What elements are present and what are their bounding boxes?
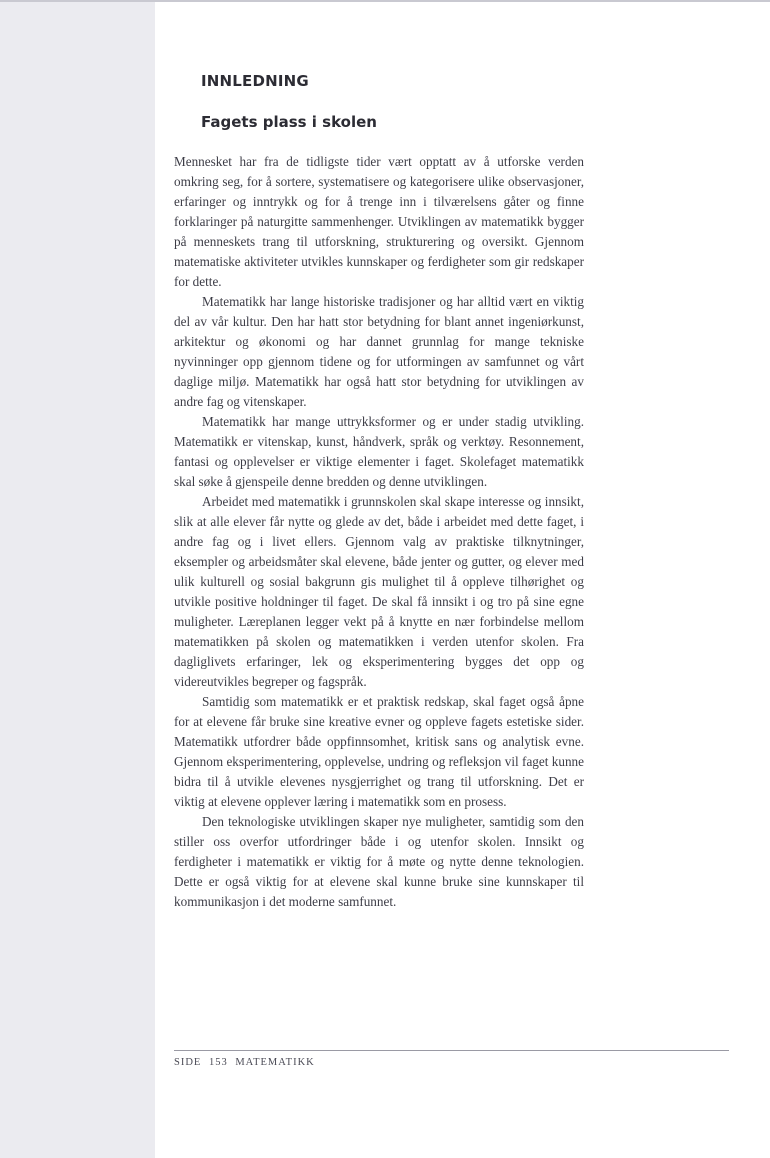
- paragraph-3: Matematikk har mange uttrykksformer og er under stadig utvikling. Matematikk er vitenskap, kunst, håndverk, språk og verktøy. Resonnement, fantasi og opplevelser er viktige elementer i faget. Skolefaget matematikk skal søke å gjenspeile denne bredden og denne utviklingen.: [174, 414, 584, 489]
- paragraph-6: Den teknologiske utviklingen skaper nye muligheter, samtidig som den stiller oss overfor utfordringer både i og utenfor skolen. Innsikt og ferdigheter i matematikk er viktig for å møte og nytte denne teknologien. Dette er også viktig for at elevene skal kunne bruke sine kunnskaper til kommunikasjon i det moderne samfunnet.: [174, 814, 584, 909]
- footer-rule: [174, 1050, 729, 1051]
- footer-subject: MATEMATIKK: [235, 1057, 315, 1068]
- top-edge-rule: [0, 0, 770, 2]
- body-text: [174, 152, 584, 912]
- paragraph-5: Samtidig som matematikk er et praktisk redskap, skal faget også åpne for at elevene får bruke sine kreative evner og oppleve fagets estetiske sider. Matematikk utfordrer både oppfinnsomhet, kritisk sans og analytisk evne. Gjennom eksperimentering, opplevelse, undring og refleksjon vil faget kunne bidra til å utvikle elevenes nysgjerrighet og trang til utforskning. Det er viktig at elevene opplever læring i matematikk som en prosess.: [174, 694, 584, 809]
- footer-side-label: SIDE: [174, 1057, 202, 1068]
- page-footer: [174, 1057, 315, 1068]
- page-margin-strip: [0, 0, 155, 1158]
- footer-page-number: 153: [208, 1057, 228, 1068]
- subsection-heading: Fagets plass i skolen: [201, 113, 377, 131]
- paragraph-2: Matematikk har lange historiske tradisjoner og har alltid vært en viktig del av vår kultur. Den har hatt stor betydning for blant annet ingeniørkunst, arkitektur og økonomi og har dannet grunnlag for mange tekniske nyvinninger opp gjennom tidene og for utformingen av samfunnet og vårt daglige miljø. Matematikk har også hatt stor betydning for utviklingen av andre fag og vitenskaper.: [174, 294, 584, 409]
- paragraph-1: Mennesket har fra de tidligste tider vært opptatt av å utforske verden omkring seg, for å sortere, systematisere og kategorisere ulike observasjoner, erfaringer og inntrykk og for å trenge inn i tilværelsens gåter og finne forklaringer på naturgitte sammenhenger. Utviklingen av matematikk bygger på menneskets trang til utforskning, strukturering og oversikt. Gjennom matematiske aktiviteter utvikles kunnskaper og ferdigheter som gir redskaper for dette.: [174, 154, 584, 289]
- paragraph-4: Arbeidet med matematikk i grunnskolen skal skape interesse og innsikt, slik at alle elever får nytte og glede av det, både i arbeidet med dette faget, i andre fag og i livet ellers. Gjennom valg av praktiske tilknytninger, eksempler og arbeidsmåter skal elevene, både jenter og gutter, og elever med ulik kulturell og sosial bakgrunn gis mulighet til å oppleve tilhørighet og utvikle positive holdninger til faget. De skal få innsikt i og tro på sine egne muligheter. Læreplanen legger vekt på å knytte en nær forbindelse mellom matematikken på skolen og matematikken i verden utenfor skolen. Fra dagliglivets erfaringer, lek og eksperimentering bygges det opp og videreutvikles begreper og fagspråk.: [174, 494, 584, 689]
- section-heading: INNLEDNING: [201, 72, 309, 90]
